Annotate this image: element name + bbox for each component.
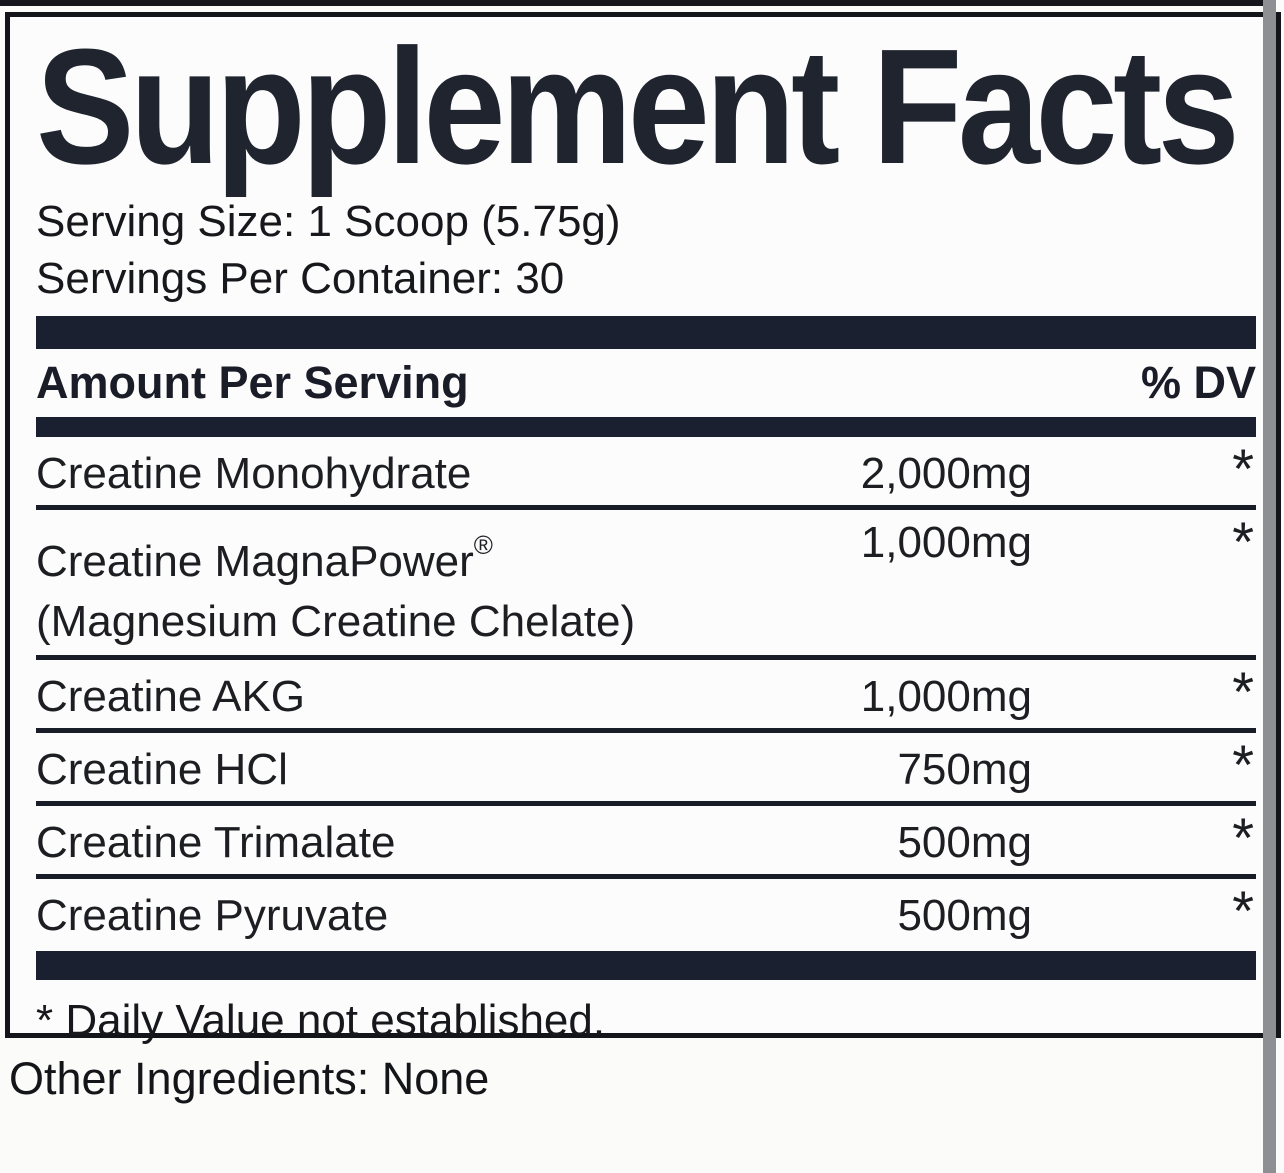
other-ingredients-line: Other Ingredients: None	[9, 1053, 490, 1104]
ingredient-row-creatine-akg	[36, 660, 1256, 733]
amount-per-serving-header: Amount Per Serving	[36, 357, 469, 408]
ingredient-dv-asterisk: *	[1232, 437, 1254, 500]
divider-bar-top	[36, 316, 1256, 349]
servings-per-container-line: Servings Per Container: 30	[36, 254, 565, 303]
ingredient-dv-asterisk: *	[1232, 879, 1254, 942]
daily-value-footnote: * Daily Value not established.	[36, 996, 606, 1045]
ingredient-amount: 1,000mg	[860, 672, 1032, 721]
ingredient-amount: 750mg	[897, 745, 1032, 794]
ingredient-name: Creatine Trimalate	[36, 818, 396, 867]
top-edge-strip	[0, 0, 1266, 6]
ingredient-dv-asterisk: *	[1232, 806, 1254, 869]
ingredient-row-creatine-magnapower	[36, 510, 1256, 660]
table-header-row	[36, 349, 1256, 417]
ingredient-name: Creatine AKG	[36, 672, 306, 721]
percent-dv-header: % DV	[1140, 357, 1256, 408]
ingredient-subname: (Magnesium Creatine Chelate)	[36, 597, 636, 646]
ingredient-dv-asterisk: *	[1232, 660, 1254, 723]
registered-trademark-symbol: ®	[473, 530, 493, 560]
serving-size-line: Serving Size: 1 Scoop (5.75g)	[36, 197, 621, 246]
ingredient-amount: 500mg	[897, 891, 1032, 940]
divider-bar-bottom	[36, 951, 1256, 980]
ingredient-dv-asterisk: *	[1232, 510, 1254, 573]
panel-title: Supplement Facts	[36, 15, 1236, 198]
ingredient-dv-asterisk: *	[1232, 733, 1254, 796]
ingredient-name-line	[36, 520, 1256, 587]
ingredient-row-creatine-pyruvate	[36, 879, 1256, 949]
supplement-facts-panel	[5, 12, 1281, 1045]
ingredient-amount: 2,000mg	[860, 449, 1032, 498]
scan-artifact-strip	[1263, 0, 1276, 1173]
ingredient-row-creatine-trimalate	[36, 806, 1256, 879]
divider-bar-header	[36, 417, 1256, 437]
ingredient-row-creatine-monohydrate	[36, 437, 1256, 510]
ingredient-name: Creatine MagnaPower	[36, 537, 474, 586]
ingredient-amount: 500mg	[897, 818, 1032, 867]
ingredient-row-creatine-hcl	[36, 733, 1256, 806]
ingredient-name: Creatine HCl	[36, 745, 288, 794]
ingredient-amount: 1,000mg	[860, 518, 1032, 567]
ingredient-name: Creatine Monohydrate	[36, 449, 472, 498]
ingredient-name: Creatine Pyruvate	[36, 891, 389, 940]
